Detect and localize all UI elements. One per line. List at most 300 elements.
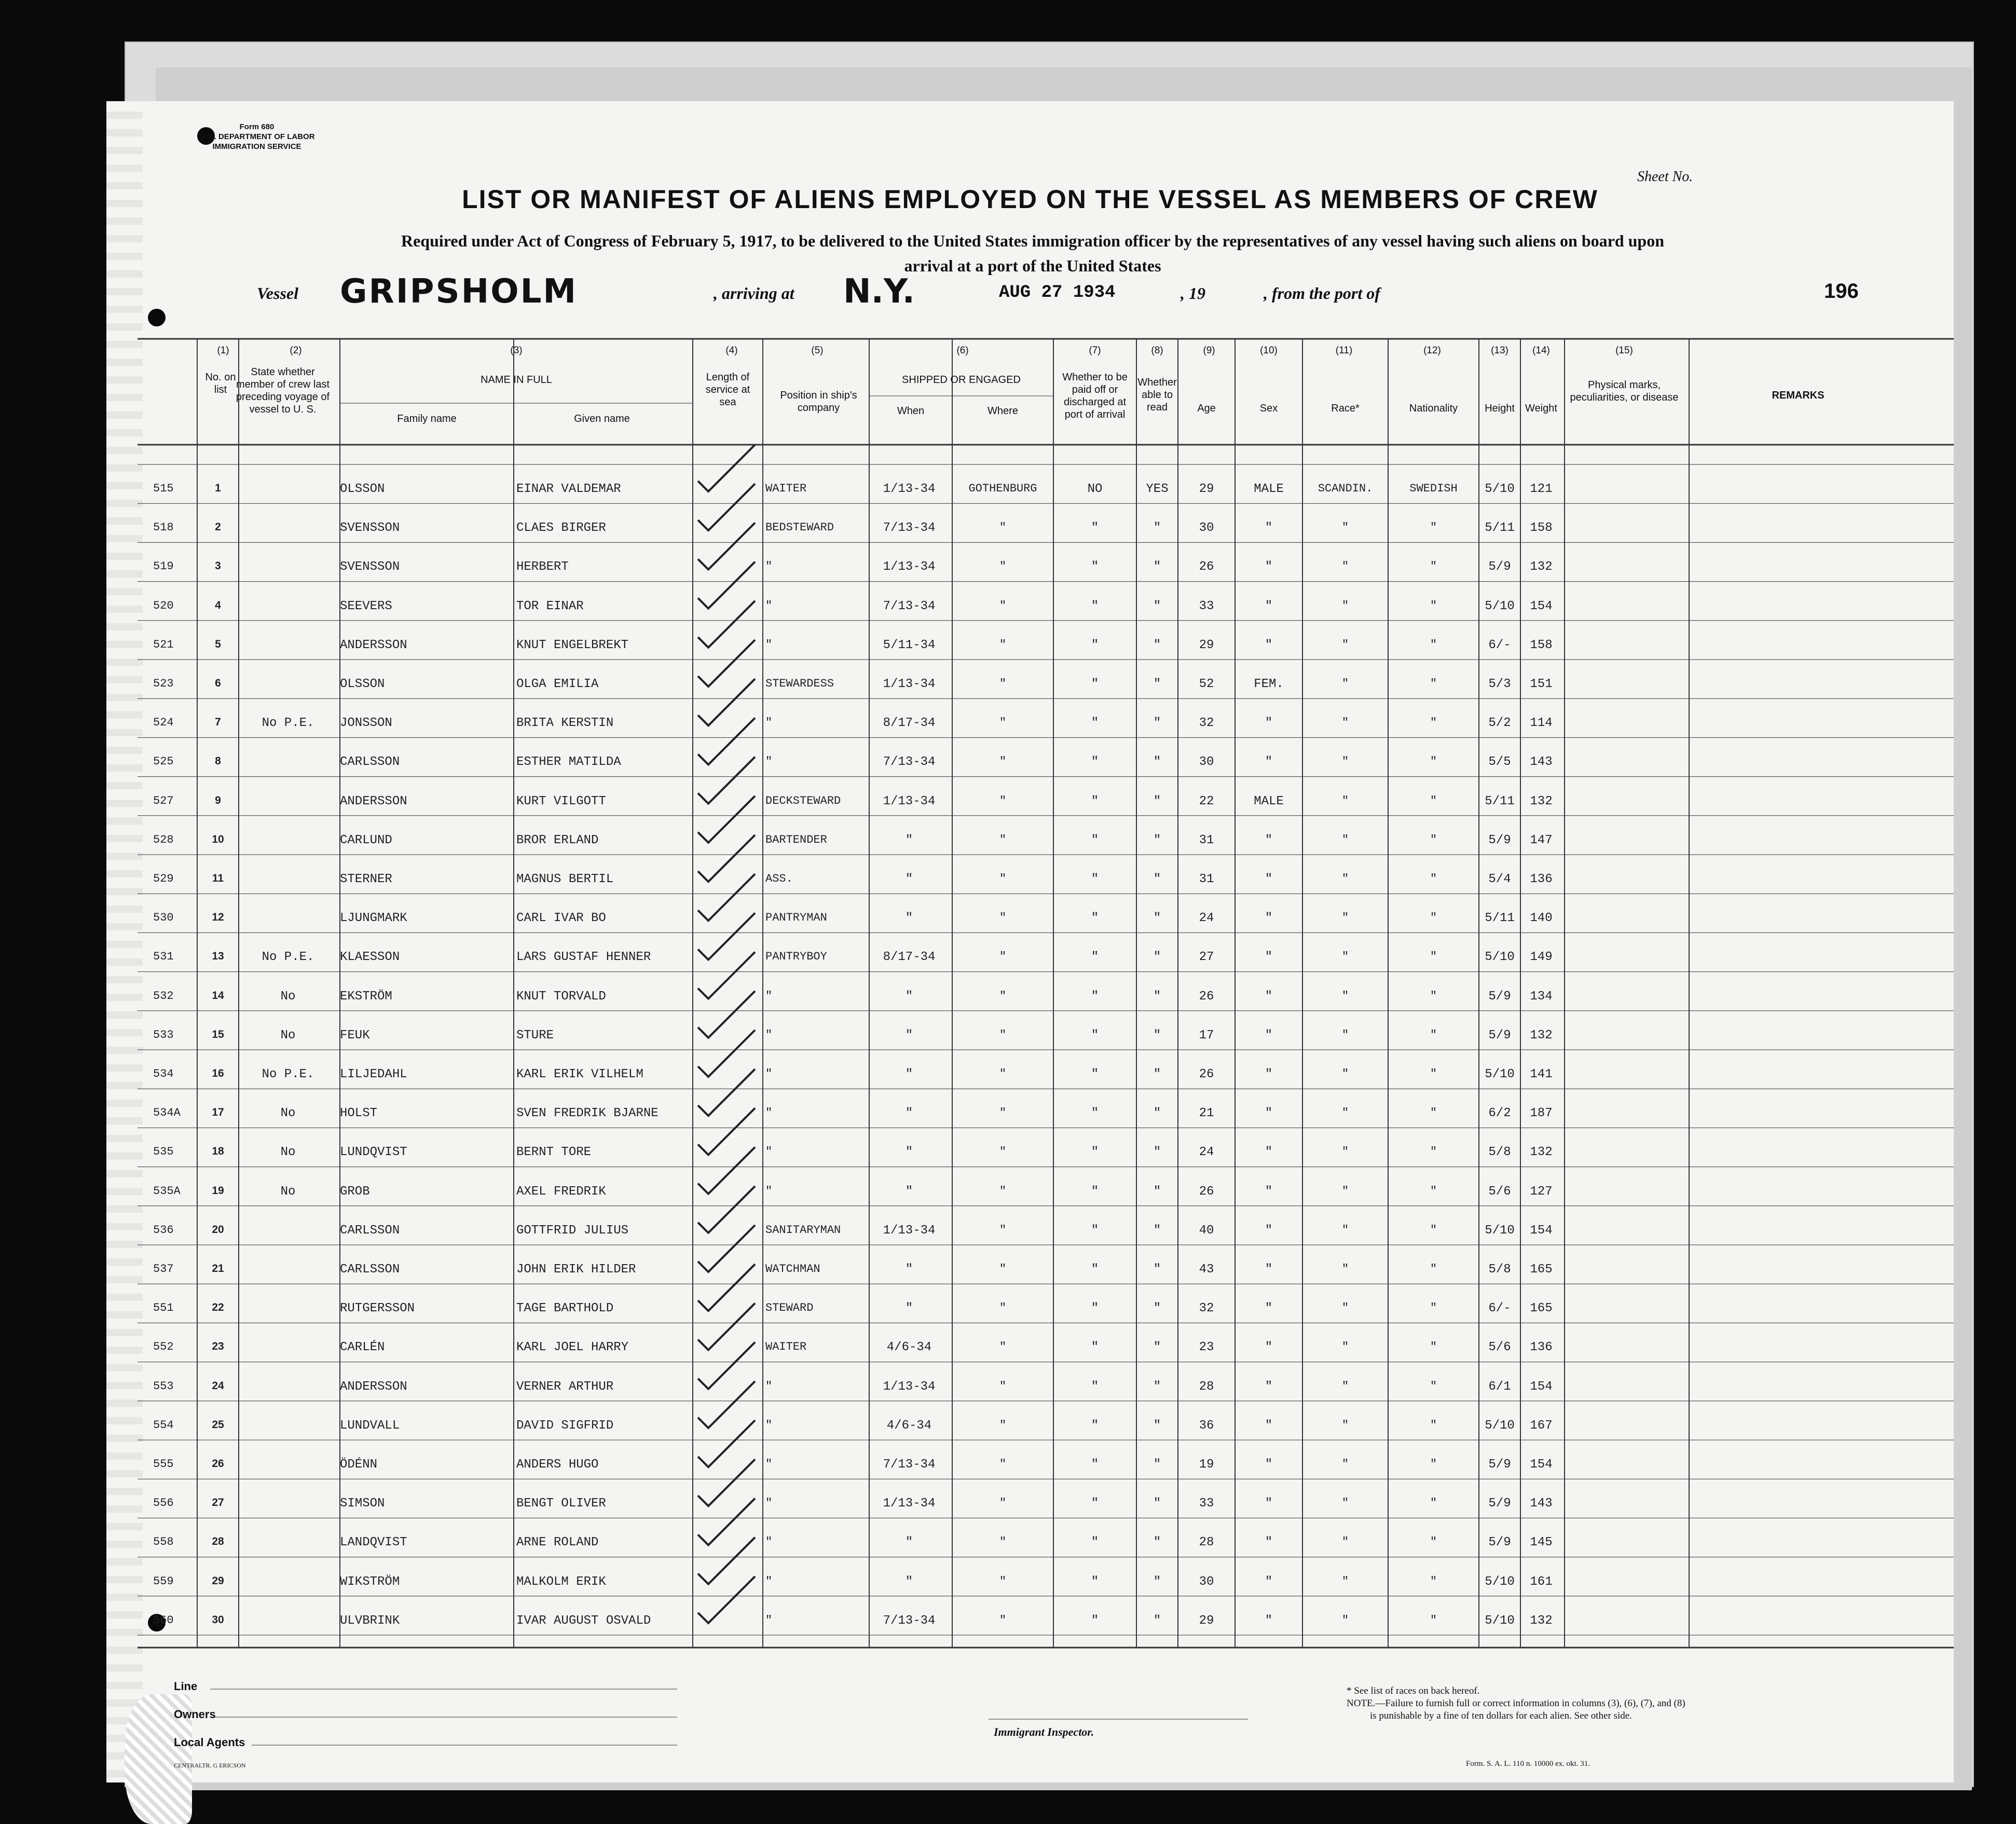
row-paid-off: " [1091,989,1099,1004]
row-able-to-read: " [1153,1028,1161,1043]
row-weight: 141 [1530,1067,1553,1081]
row-position: " [765,1106,773,1120]
colnum-9: (9) [1203,345,1215,356]
row-given-name: OLGA EMILIA [516,677,599,691]
service-check-mark [698,1225,755,1272]
row-age: 52 [1199,677,1214,691]
row-reference-number: 555 [153,1458,174,1471]
row-nationality: " [1430,1340,1437,1354]
row-family-name: CARLSSON [340,755,400,770]
owners-label: Owners [174,1708,216,1721]
row-sex: " [1265,1301,1273,1316]
row-reference-number: 535 [153,1145,174,1159]
row-shipped-when: " [905,833,913,847]
row-reference-number: 552 [153,1340,174,1354]
row-weight: 132 [1530,1613,1553,1628]
row-position: " [765,1418,773,1432]
row-weight: 132 [1530,794,1553,808]
header-able-to-read: Whether able to read [1137,377,1177,413]
row-sex: " [1265,950,1273,965]
row-paid-off: " [1091,1379,1099,1394]
service-check-mark [698,1108,755,1155]
row-sex: " [1265,716,1273,731]
service-check-mark [698,1264,755,1311]
row-position: " [765,1497,773,1510]
row-sex: " [1265,599,1273,613]
row-weight: 147 [1530,833,1553,847]
colnum-7: (7) [1089,345,1101,356]
row-reference-number: 519 [153,560,174,573]
row-list-number: 17 [212,1106,224,1119]
row-sex: " [1265,560,1273,574]
service-check-mark [698,1147,755,1194]
row-height: 6/- [1488,638,1511,652]
row-shipped-where: " [999,1184,1007,1198]
row-nationality: " [1430,521,1437,534]
row-given-name: TOR EINAR [516,599,584,613]
row-list-number: 23 [212,1340,224,1353]
row-position: " [765,1028,773,1041]
header-where: Where [988,405,1018,417]
row-previous-voyage: No [280,989,296,1004]
header-family-name: Family name [397,413,457,424]
service-check-mark [698,1186,755,1233]
row-shipped-when: 5/11-34 [883,638,936,652]
row-position: PANTRYBOY [765,950,827,964]
row-height: 5/10 [1485,1418,1515,1433]
service-check-mark [698,796,755,843]
row-nationality: " [1430,911,1437,925]
row-position: " [765,1145,773,1159]
row-race: " [1341,833,1349,846]
row-nationality: " [1430,1263,1437,1276]
row-race: " [1341,989,1349,1003]
row-race: " [1341,950,1349,964]
row-list-number: 20 [212,1223,224,1236]
row-given-name: VERNER ARTHUR [516,1379,614,1394]
row-weight: 114 [1530,716,1553,731]
row-shipped-where: " [999,989,1007,1003]
row-paid-off: " [1091,716,1099,731]
row-reference-number: 527 [153,794,174,807]
row-shipped-when: 4/6-34 [886,1340,932,1355]
row-height: 5/9 [1488,1458,1511,1472]
row-nationality: " [1430,638,1437,651]
row-age: 29 [1199,1613,1214,1628]
row-reference-number: 534 [153,1067,174,1080]
row-reference-number: 523 [153,677,174,690]
row-sex: " [1265,1458,1273,1472]
row-sex: " [1265,1067,1273,1081]
row-list-number: 26 [212,1458,224,1470]
header-height: Height [1485,403,1515,414]
row-weight: 154 [1530,599,1553,613]
row-able-to-read: " [1153,989,1161,1004]
colnum-8: (8) [1151,345,1163,356]
row-age: 40 [1199,1223,1214,1238]
row-nationality: " [1430,1458,1437,1471]
row-position: STEWARDESS [765,677,834,690]
row-paid-off: " [1091,1301,1099,1316]
row-position: ASS. [765,872,793,885]
row-shipped-where: " [999,1106,1007,1120]
row-given-name: STURE [516,1028,554,1043]
service-check-mark [698,562,755,609]
row-able-to-read: " [1153,599,1161,613]
row-reference-number: 560 [153,1613,174,1627]
torn-edge [106,101,143,1782]
row-weight: 143 [1530,755,1553,770]
row-family-name: ANDERSSON [340,638,407,652]
header-previous-voyage: State whether member of crew last preceding voyage of vessel to U. S. [236,366,330,415]
row-sex: " [1265,638,1273,652]
line-label: Line [174,1680,198,1693]
row-sex: " [1265,1263,1273,1277]
row-shipped-when: " [905,872,913,886]
service-check-mark [698,874,755,921]
row-list-number: 10 [212,833,224,845]
row-able-to-read: " [1153,716,1161,731]
row-height: 5/5 [1488,755,1511,770]
row-shipped-when: 7/13-34 [883,755,936,770]
row-reference-number: 534A [153,1106,181,1120]
row-sex: " [1265,1379,1273,1394]
row-reference-number: 531 [153,950,174,964]
row-height: 5/8 [1488,1263,1511,1277]
row-paid-off: " [1091,521,1099,536]
row-weight: 154 [1530,1379,1553,1394]
row-height: 5/9 [1488,1497,1511,1511]
row-age: 28 [1199,1379,1214,1394]
row-weight: 165 [1530,1301,1553,1316]
row-given-name: LARS GUSTAF HENNER [516,950,651,965]
arrival-port: N.Y. [843,272,915,311]
colnum-2: (2) [290,345,302,356]
service-check-mark [698,1381,755,1428]
row-position: " [765,1067,773,1080]
row-age: 29 [1199,638,1214,652]
row-shipped-when: " [905,1301,913,1316]
row-height: 6/1 [1488,1379,1511,1394]
row-able-to-read: " [1153,1184,1161,1199]
colnum-13: (13) [1491,345,1508,356]
row-weight: 167 [1530,1418,1553,1433]
row-age: 28 [1199,1535,1214,1550]
row-age: 33 [1199,599,1214,613]
row-sex: MALE [1254,794,1284,808]
row-family-name: LJUNGMARK [340,911,407,926]
row-position: PANTRYMAN [765,911,827,925]
row-family-name: SVENSSON [340,560,400,574]
row-age: 36 [1199,1418,1214,1433]
row-shipped-when: 1/13-34 [883,794,936,808]
row-race: " [1341,1497,1349,1510]
row-weight: 165 [1530,1263,1553,1277]
row-weight: 143 [1530,1497,1553,1511]
row-race: SCANDIN. [1318,482,1373,495]
row-position: DECKSTEWARD [765,794,841,807]
row-position: " [765,1379,773,1393]
row-nationality: " [1430,989,1437,1003]
row-shipped-when: 4/6-34 [886,1418,932,1433]
colnum-5: (5) [811,345,824,356]
arrival-date-stamp: AUG 27 1934 [999,283,1116,303]
row-list-number: 19 [212,1184,224,1197]
row-nationality: " [1430,950,1437,964]
row-able-to-read: " [1153,911,1161,926]
row-height: 5/10 [1485,1223,1515,1238]
row-list-number: 15 [212,1028,224,1040]
header-no-on-list: No. on list [205,372,236,395]
row-list-number: 27 [212,1497,224,1509]
row-height: 5/11 [1485,794,1515,808]
row-nationality: " [1430,1223,1437,1237]
row-age: 24 [1199,1145,1214,1160]
row-reference-number: 520 [153,599,174,612]
row-given-name: CARL IVAR BO [516,911,606,926]
row-shipped-when: 7/13-34 [883,599,936,613]
row-reference-number: 551 [153,1301,174,1315]
row-position: " [765,599,773,612]
row-nationality: " [1430,677,1437,690]
row-shipped-where: " [999,1301,1007,1315]
row-sex: " [1265,1613,1273,1628]
service-check-mark [698,1069,755,1116]
row-height: 5/9 [1488,989,1511,1004]
row-nationality: " [1430,1379,1437,1393]
row-shipped-where: " [999,1535,1007,1549]
row-shipped-when: " [905,1028,913,1043]
row-previous-voyage: No P.E. [262,950,314,965]
row-able-to-read: " [1153,1613,1161,1628]
form-identifier [179,122,335,152]
row-race: " [1341,1184,1349,1198]
row-reference-number: 554 [153,1418,174,1432]
row-race: " [1341,1418,1349,1432]
service-check-mark [698,601,755,648]
row-position: " [765,755,773,769]
header-name-in-full: NAME IN FULL [481,374,552,386]
service-check-mark [698,1459,755,1506]
row-shipped-when: " [905,1535,913,1550]
row-shipped-where: " [999,560,1007,573]
row-given-name: DAVID SIGFRID [516,1418,614,1433]
row-position: BARTENDER [765,833,827,846]
service-check-mark [698,718,755,764]
row-paid-off: " [1091,1263,1099,1277]
row-nationality: " [1430,1613,1437,1627]
row-family-name: RUTGERSSON [340,1301,415,1316]
row-race: " [1341,1458,1349,1471]
row-reference-number: 556 [153,1497,174,1510]
row-given-name: BERNT TORE [516,1145,592,1160]
row-given-name: TAGE BARTHOLD [516,1301,614,1316]
row-paid-off: " [1091,794,1099,808]
row-shipped-where: GOTHENBURG [968,482,1037,495]
department-name: U. S. DEPARTMENT OF LABOR [199,132,315,141]
row-sex: FEM. [1254,677,1284,691]
colnum-6: (6) [956,345,969,356]
row-weight: 134 [1530,989,1553,1004]
row-shipped-when: " [905,989,913,1004]
row-weight: 158 [1530,521,1553,536]
colnum-11: (11) [1335,345,1353,356]
service-check-mark [698,1420,755,1467]
row-given-name: KURT VILGOTT [516,794,606,808]
row-given-name: ARNE ROLAND [516,1535,599,1550]
row-family-name: STERNER [340,872,392,886]
service-check-mark [698,679,755,725]
row-able-to-read: " [1153,755,1161,770]
row-weight: 121 [1530,482,1553,496]
row-paid-off: " [1091,755,1099,770]
row-race: " [1341,1340,1349,1354]
row-shipped-when: " [905,911,913,926]
row-nationality: " [1430,1067,1437,1080]
row-paid-off: " [1091,872,1099,886]
row-shipped-when: 8/17-34 [883,716,936,731]
row-paid-off: " [1091,950,1099,965]
row-age: 30 [1199,1574,1214,1589]
row-given-name: SVEN FREDRIK BJARNE [516,1106,659,1121]
row-list-number: 13 [212,950,224,963]
row-position: STEWARD [765,1301,814,1315]
row-given-name: KARL JOEL HARRY [516,1340,629,1355]
row-weight: 132 [1530,1145,1553,1160]
row-previous-voyage: No [280,1106,296,1121]
row-family-name: FEUK [340,1028,370,1043]
service-name: IMMIGRATION SERVICE [212,142,301,151]
row-given-name: ANDERS HUGO [516,1458,599,1472]
row-given-name: ESTHER MATILDA [516,755,621,770]
row-given-name: EINAR VALDEMAR [516,482,621,496]
row-sex: " [1265,1028,1273,1043]
header-length-of-service: Length of service at sea [705,372,750,408]
row-height: 5/10 [1485,1613,1515,1628]
row-list-number: 2 [215,521,221,533]
row-shipped-where: " [999,1574,1007,1588]
row-nationality: " [1430,833,1437,846]
service-check-mark [698,835,755,882]
row-paid-off: " [1091,911,1099,926]
row-able-to-read: " [1153,833,1161,847]
row-sex: " [1265,989,1273,1004]
manifest-sheet [106,101,1954,1782]
row-weight: 145 [1530,1535,1553,1550]
row-weight: 149 [1530,950,1553,965]
row-given-name: KNUT ENGELBREKT [516,638,629,652]
row-paid-off: " [1091,1067,1099,1081]
form-code: Form. S. A. L. 110 n. 10000 ex. okt. 31. [1466,1760,1590,1768]
note-line-1: NOTE.—Failure to furnish full or correct information in columns (3), (6), (7), and (8) [1347,1698,1685,1709]
row-given-name: IVAR AUGUST OSVALD [516,1613,651,1628]
row-reference-number: 525 [153,755,174,769]
row-family-name: ANDERSSON [340,1379,407,1394]
row-shipped-when: 1/13-34 [883,560,936,574]
header-position: Position in ship's company [780,390,857,414]
row-nationality: " [1430,1418,1437,1432]
row-shipped-where: " [999,950,1007,964]
row-height: 5/10 [1485,1574,1515,1589]
colnum-1: (1) [217,345,229,356]
row-sex: " [1265,833,1273,847]
row-able-to-read: " [1153,872,1161,886]
row-able-to-read: " [1153,1263,1161,1277]
service-check-mark [698,913,755,959]
service-check-mark [698,1498,755,1545]
row-shipped-where: " [999,521,1007,534]
row-able-to-read: " [1153,1145,1161,1160]
row-weight: 154 [1530,1223,1553,1238]
row-height: 5/11 [1485,521,1515,536]
row-shipped-when: " [905,1145,913,1160]
row-race: " [1341,716,1349,730]
row-given-name: CLAES BIRGER [516,521,606,536]
row-family-name: WIKSTRÖM [340,1574,400,1589]
row-shipped-when: " [905,1184,913,1199]
row-age: 30 [1199,521,1214,536]
row-race: " [1341,1145,1349,1159]
row-shipped-when: 8/17-34 [883,950,936,965]
row-list-number: 5 [215,638,221,650]
printer-imprint: CENTRALTR. G ERICSON [174,1762,246,1769]
row-height: 5/6 [1488,1184,1511,1199]
form-number: Form 680 [239,122,275,131]
row-paid-off: " [1091,677,1099,691]
header-weight: Weight [1525,403,1557,414]
row-age: 19 [1199,1458,1214,1472]
row-sex: " [1265,1340,1273,1355]
service-check-mark [698,1538,755,1584]
row-race: " [1341,677,1349,690]
row-position: " [765,1535,773,1549]
row-reference-number: 559 [153,1574,174,1588]
row-shipped-where: " [999,638,1007,651]
page-number: 196 [1824,280,1859,303]
row-list-number: 25 [212,1418,224,1431]
row-weight: 187 [1530,1106,1553,1121]
row-paid-off: " [1091,1106,1099,1121]
colnum-15: (15) [1615,345,1633,356]
row-paid-off: " [1091,1223,1099,1238]
row-able-to-read: " [1153,638,1161,652]
row-shipped-where: " [999,1418,1007,1432]
row-family-name: OLSSON [340,482,385,496]
sheet-number-label: Sheet No. [1637,169,1693,185]
row-shipped-when: 7/13-34 [883,521,936,536]
row-sex: " [1265,1497,1273,1511]
header-race: Race* [1331,403,1360,414]
row-family-name: ANDERSSON [340,794,407,808]
row-age: 17 [1199,1028,1214,1043]
row-shipped-where: " [999,1223,1007,1237]
header-given-name: Given name [574,413,630,424]
row-reference-number: 532 [153,989,174,1003]
row-able-to-read: " [1153,1223,1161,1238]
header-age: Age [1197,403,1216,414]
row-race: " [1341,599,1349,612]
row-list-number: 22 [212,1301,224,1314]
header-physical-marks: Physical marks, peculiarities, or disease [1570,379,1679,403]
row-family-name: CARLSSON [340,1223,400,1238]
row-shipped-where: " [999,1340,1007,1354]
row-age: 43 [1199,1263,1214,1277]
row-weight: 161 [1530,1574,1553,1589]
row-reference-number: 529 [153,872,174,885]
row-position: " [765,1458,773,1471]
row-family-name: LUNDQVIST [340,1145,407,1160]
note-line-2: is punishable by a fine of ten dollars for each alien. See other side. [1370,1710,1632,1721]
